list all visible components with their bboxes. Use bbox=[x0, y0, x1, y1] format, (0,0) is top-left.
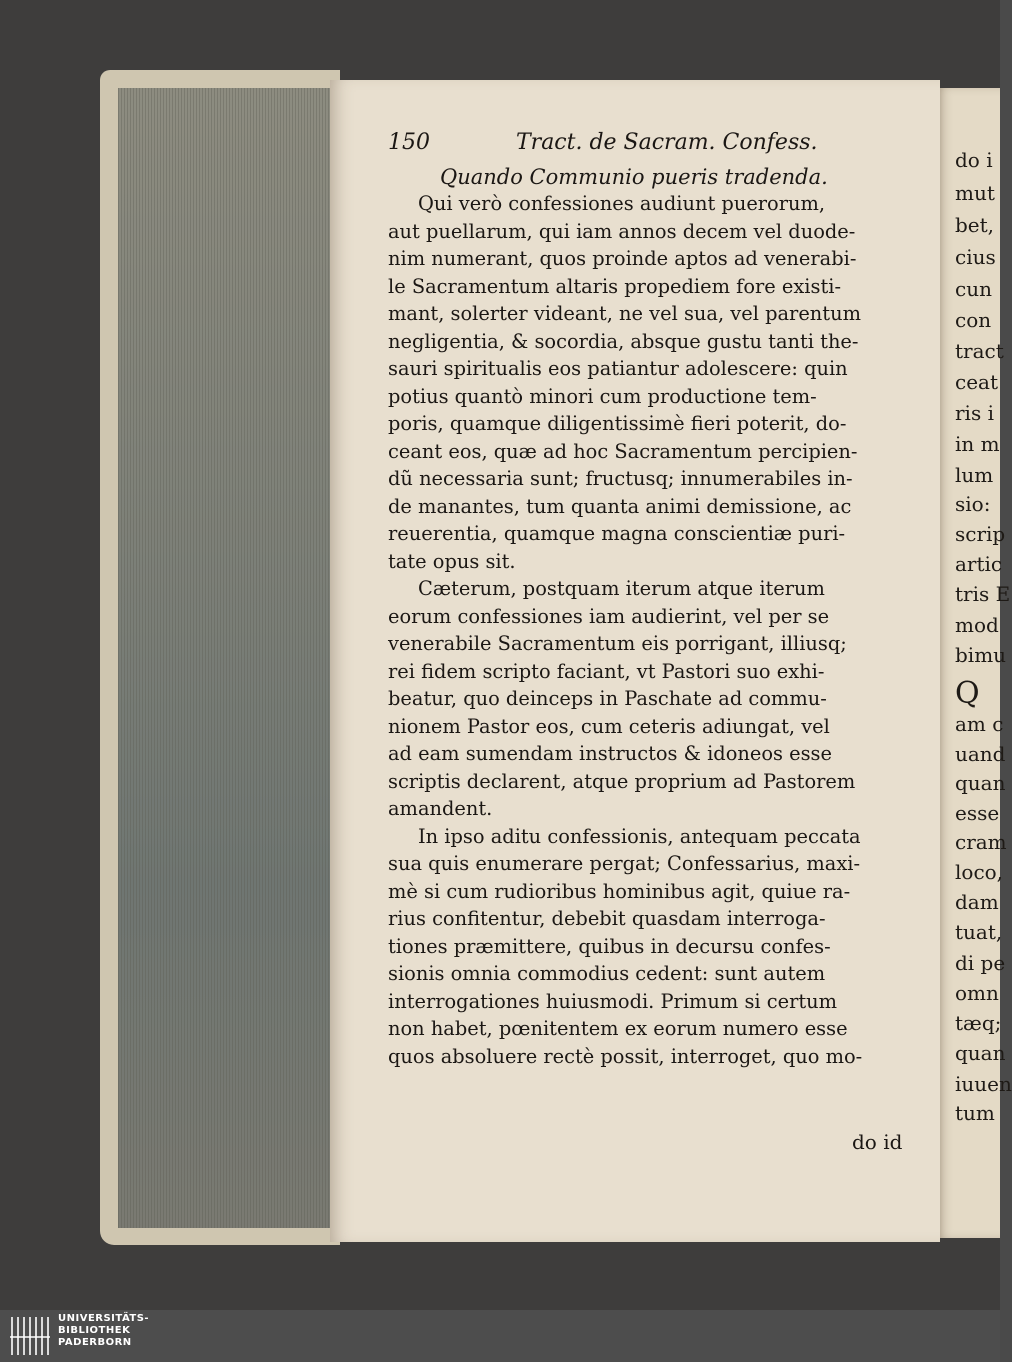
institution-line-1: UNIVERSITÄTS- bbox=[58, 1313, 150, 1324]
text-line: In ipso aditu confessionis, antequam peccata bbox=[418, 824, 861, 848]
text-line: mè si cum rudioribus hominibus agit, quiue ra- bbox=[388, 879, 851, 903]
text-line: ceant eos, quæ ad hoc Sacramentum percipien- bbox=[388, 439, 858, 463]
section-title: Quando Communio pueris tradenda. bbox=[440, 165, 828, 189]
facing-page-line: cius bbox=[955, 245, 996, 269]
text-line: aut puellarum, qui iam annos decem vel duode- bbox=[388, 219, 856, 243]
text-line: nionem Pastor eos, cum ceteris adiungat, vel bbox=[388, 714, 830, 738]
page-number: 150 bbox=[388, 130, 430, 155]
catchword: do id bbox=[852, 1130, 903, 1154]
text-line: reuerentia, quamque magna conscientiæ puri- bbox=[388, 522, 846, 545]
facing-page-line: artic bbox=[955, 552, 1003, 576]
text-line: sauri spiritualis eos patiantur adolescere: quin bbox=[388, 357, 848, 380]
facing-page-line: iuuen bbox=[955, 1072, 1012, 1096]
facing-page-line: esse bbox=[955, 801, 1000, 825]
facing-page-line: ris i bbox=[955, 401, 994, 425]
facing-page-line: tum bbox=[955, 1101, 995, 1125]
facing-page-line: scrip bbox=[955, 522, 1006, 546]
facing-page-line: tuat, bbox=[955, 920, 1003, 944]
facing-page-line: mod bbox=[955, 613, 999, 637]
text-line: le Sacramentum altaris propediem fore existi- bbox=[388, 274, 842, 298]
institution-line-2: BIBLIOTHEK bbox=[58, 1325, 131, 1336]
text-line: scriptis declarent, atque proprium ad Pastorem bbox=[388, 769, 856, 793]
text-line: Qui verò confessiones audiunt puerorum, bbox=[418, 192, 826, 215]
facing-page-line: cram bbox=[955, 830, 1007, 854]
facing-page-line: omn bbox=[955, 981, 999, 1005]
facing-page-line: con bbox=[955, 308, 992, 332]
facing-page-line: Q bbox=[955, 676, 980, 711]
facing-page-line: ceat bbox=[955, 370, 998, 394]
facing-page-line: dam bbox=[955, 890, 999, 914]
text-line: interrogationes huiusmodi. Primum si certum bbox=[388, 989, 838, 1013]
facing-page-line: bimu bbox=[955, 643, 1007, 667]
text-line: ad eam sumendam instructos & idoneos esse bbox=[388, 742, 832, 765]
facing-page-line: cun bbox=[955, 277, 992, 301]
text-line: rius confitentur, debebit quasdam interroga- bbox=[388, 907, 826, 930]
text-line: amandent. bbox=[388, 797, 493, 820]
facing-page-line: bet, bbox=[955, 213, 995, 237]
facing-page-line: loco, bbox=[955, 860, 1004, 884]
text-line: tate opus sit. bbox=[388, 549, 516, 573]
library-logo-icon bbox=[6, 1313, 54, 1359]
text-line: tiones præmittere, quibus in decursu confes- bbox=[388, 934, 831, 958]
text-line: mant, solerter videant, ne vel sua, vel parentum bbox=[388, 302, 861, 325]
footer-bar bbox=[0, 1310, 1000, 1362]
text-line: Cæterum, postquam iterum atque iterum bbox=[418, 577, 825, 600]
facing-page-line: uand bbox=[955, 742, 1006, 766]
text-line: beatur, quo deinceps in Paschate ad commu- bbox=[388, 687, 827, 710]
text-line: eorum confessiones iam audierint, vel per se bbox=[388, 604, 830, 628]
facing-page bbox=[935, 88, 1012, 1238]
text-line: dũ necessaria sunt; fructusq; innumerabiles in- bbox=[388, 467, 853, 490]
text-line: negligentia, & socordia, absque gustu tanti the- bbox=[388, 329, 859, 353]
page-edges bbox=[118, 88, 336, 1228]
text-line: venerabile Sacramentum eis porrigant, illiusq; bbox=[388, 632, 847, 655]
page-header bbox=[388, 130, 908, 164]
text-line: quos absoluere rectè possit, interroget, quo mo- bbox=[388, 1044, 863, 1068]
running-title: Tract. de Sacram. Confess. bbox=[516, 130, 818, 155]
facing-page-line: mut bbox=[955, 181, 995, 205]
facing-page-line: in m bbox=[955, 432, 1000, 456]
body-text bbox=[388, 190, 904, 1070]
text-line: potius quantò minori cum productione tem- bbox=[388, 384, 817, 408]
facing-page-line: quan bbox=[955, 771, 1006, 795]
text-line: rei fidem scripto faciant, vt Pastori suo exhi- bbox=[388, 659, 825, 683]
facing-page-line: di pe bbox=[955, 951, 1006, 975]
facing-page-line: do i bbox=[955, 148, 993, 172]
institution-name bbox=[58, 1313, 149, 1349]
text-line: nim numerant, quos proinde aptos ad venerabi- bbox=[388, 247, 857, 270]
facing-page-line: quan bbox=[955, 1041, 1006, 1065]
facing-page-line: sio: bbox=[955, 492, 991, 516]
text-line: de manantes, tum quanta animi demissione, ac bbox=[388, 494, 852, 518]
text-line: poris, quamque diligentissimè fieri poterit, do- bbox=[388, 412, 847, 435]
facing-page-line: lum bbox=[955, 463, 994, 487]
facing-page-line: tæq; bbox=[955, 1011, 1002, 1035]
institution-line-3: PADERBORN bbox=[58, 1337, 132, 1348]
text-line: sua quis enumerare pergat; Confessarius, maxi- bbox=[388, 852, 861, 875]
facing-page-line: tris E bbox=[955, 582, 1011, 606]
text-line: sionis omnia commodius cedent: sunt autem bbox=[388, 962, 826, 985]
text-line: non habet, pœnitentem ex eorum numero esse bbox=[388, 1017, 848, 1040]
facing-page-line: tract bbox=[955, 339, 1004, 363]
facing-page-line: am c bbox=[955, 712, 1004, 736]
